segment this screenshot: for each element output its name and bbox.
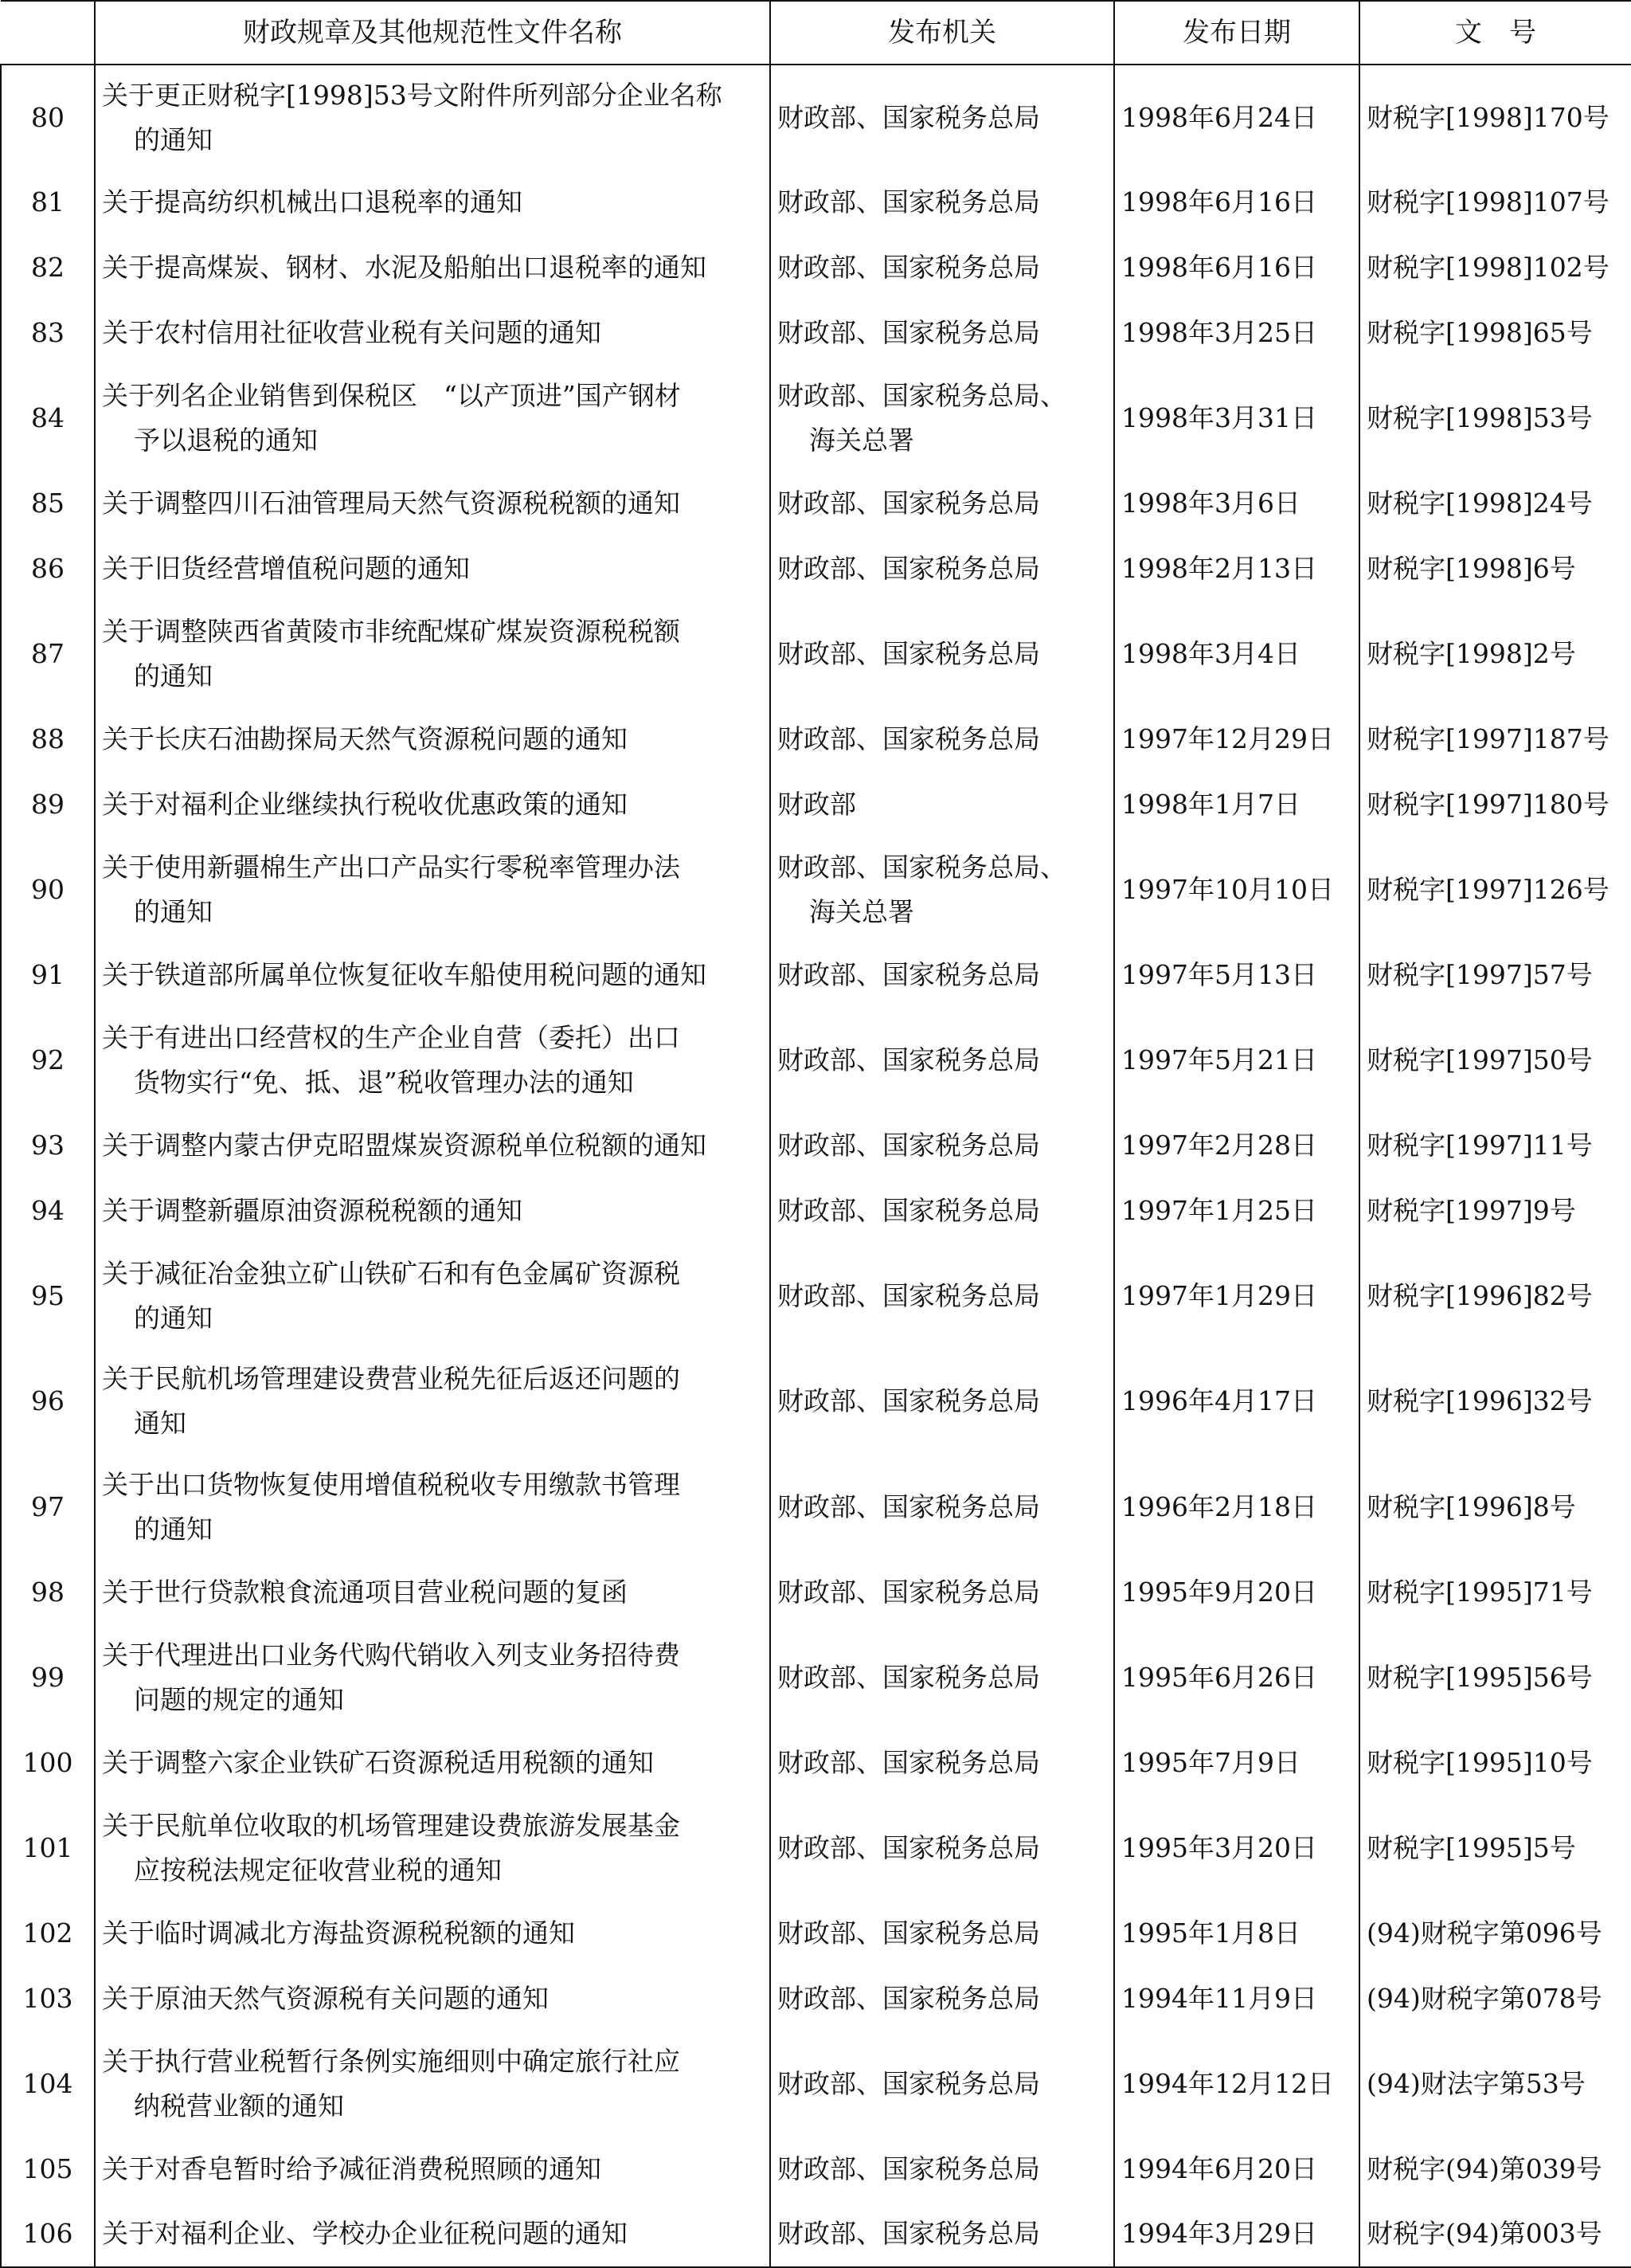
header-title: 财政规章及其他规范性文件名称 <box>95 1 770 65</box>
header-doc-number: 文 号 <box>1359 1 1631 65</box>
row-date: 1997年5月21日 <box>1114 1008 1359 1113</box>
row-number: 80 <box>1 65 95 170</box>
row-doc-number: 财税字[1998]2号 <box>1359 601 1631 707</box>
table-row <box>1 837 1631 942</box>
row-doc-number: (94)财税字第078号 <box>1359 1966 1631 2031</box>
title-line: 关于对香皂暂时给予减征消费税照顾的通知 <box>102 2152 601 2184</box>
title-line: 关于调整新疆原油资源税税额的通知 <box>102 1195 522 1227</box>
row-doc-number: 财税字[1997]57号 <box>1359 942 1631 1008</box>
row-date: 1995年1月8日 <box>1114 1901 1359 1966</box>
issuer-line: 财政部、国家税务总局 <box>777 1044 1040 1076</box>
title-line: 的通知 <box>134 1302 213 1334</box>
title-line: 予以退税的通知 <box>134 425 318 456</box>
row-issuer <box>770 942 1114 1008</box>
title-line: 关于民航机场管理建设费营业税先征后返还问题的 <box>102 1363 680 1395</box>
title-line: 关于列名企业销售到保税区 “以产顶进”国产钢材 <box>102 380 681 412</box>
title-line: 关于原油天然气资源税有关问题的通知 <box>102 1982 549 2014</box>
row-date: 1994年6月20日 <box>1114 2137 1359 2202</box>
issuer-line: 财政部、国家税务总局 <box>777 1385 1040 1417</box>
row-title <box>95 1455 770 1560</box>
row-issuer <box>770 1901 1114 1966</box>
row-date: 1995年6月26日 <box>1114 1625 1359 1730</box>
row-doc-number: 财税字[1998]53号 <box>1359 366 1631 471</box>
table-row <box>1 1730 1631 1796</box>
table-row <box>1 1008 1631 1113</box>
row-title <box>95 1901 770 1966</box>
row-number: 93 <box>1 1113 95 1178</box>
issuer-line: 财政部、国家税务总局 <box>777 488 1040 519</box>
table-row <box>1 2137 1631 2202</box>
title-line: 关于铁道部所属单位恢复征收车船使用税问题的通知 <box>102 959 706 991</box>
title-line: 关于民航单位收取的机场管理建设费旅游发展基金 <box>102 1809 680 1841</box>
row-issuer <box>770 1349 1114 1454</box>
row-date: 1997年1月29日 <box>1114 1244 1359 1349</box>
row-doc-number: 财税字[1998]6号 <box>1359 536 1631 601</box>
issuer-line: 财政部 <box>777 789 856 821</box>
title-line: 关于临时调减北方海盐资源税税额的通知 <box>102 1917 575 1949</box>
row-doc-number: 财税字[1998]102号 <box>1359 235 1631 300</box>
title-line: 通知 <box>134 1408 186 1440</box>
issuer-line: 财政部、国家税务总局 <box>777 1831 1040 1863</box>
row-number: 88 <box>1 707 95 772</box>
title-line: 纳税营业额的通知 <box>134 2090 344 2121</box>
row-number: 105 <box>1 2137 95 2202</box>
row-title <box>95 1730 770 1796</box>
title-line: 关于提高纺织机械出口退税率的通知 <box>102 186 522 218</box>
title-line: 关于出口货物恢复使用增值税税收专用缴款书管理 <box>102 1468 680 1500</box>
row-issuer <box>770 1178 1114 1244</box>
header-number <box>1 1 95 65</box>
table-row <box>1 536 1631 601</box>
row-date: 1998年2月13日 <box>1114 536 1359 601</box>
row-issuer <box>770 1113 1114 1178</box>
issuer-line: 海关总署 <box>809 425 914 456</box>
row-doc-number: 财税字[1996]32号 <box>1359 1349 1631 1454</box>
row-number: 106 <box>1 2202 95 2267</box>
title-line: 关于对福利企业继续执行税收优惠政策的通知 <box>102 789 628 821</box>
row-title <box>95 601 770 707</box>
row-doc-number: 财税字[1998]107号 <box>1359 170 1631 235</box>
title-line: 的通知 <box>134 123 213 155</box>
row-doc-number: 财税字[1998]65号 <box>1359 300 1631 366</box>
title-line: 关于长庆石油勘探局天然气资源税问题的通知 <box>102 723 628 755</box>
row-date: 1994年3月29日 <box>1114 2202 1359 2267</box>
row-issuer <box>770 1455 1114 1560</box>
table-row <box>1 2202 1631 2267</box>
row-doc-number: 财税字[1995]5号 <box>1359 1796 1631 1901</box>
row-issuer <box>770 536 1114 601</box>
row-doc-number: 财税字[1995]10号 <box>1359 1730 1631 1796</box>
row-title <box>95 1966 770 2031</box>
table-row <box>1 471 1631 536</box>
row-issuer <box>770 366 1114 471</box>
row-doc-number: 财税字[1997]126号 <box>1359 837 1631 942</box>
issuer-line: 财政部、国家税务总局、 <box>777 380 1066 412</box>
title-line: 关于调整陕西省黄陵市非统配煤矿煤炭资源税税额 <box>102 616 680 648</box>
title-line: 关于使用新疆棉生产出口产品实行零税率管理办法 <box>102 852 680 883</box>
row-number: 82 <box>1 235 95 300</box>
table-row <box>1 300 1631 366</box>
row-number: 99 <box>1 1625 95 1730</box>
row-date: 1997年1月25日 <box>1114 1178 1359 1244</box>
table-row <box>1 1455 1631 1560</box>
table-row <box>1 707 1631 772</box>
row-title <box>95 837 770 942</box>
row-doc-number: 财税字(94)第039号 <box>1359 2137 1631 2202</box>
row-issuer <box>770 65 1114 170</box>
row-date: 1995年7月9日 <box>1114 1730 1359 1796</box>
title-line: 关于对福利企业、学校办企业征税问题的通知 <box>102 2218 628 2250</box>
title-line: 的通知 <box>134 1513 213 1545</box>
issuer-line: 财政部、国家税务总局 <box>777 1746 1040 1778</box>
row-doc-number: 财税字(94)第003号 <box>1359 2202 1631 2267</box>
row-date: 1998年6月16日 <box>1114 235 1359 300</box>
row-number: 100 <box>1 1730 95 1796</box>
issuer-line: 财政部、国家税务总局 <box>777 723 1040 755</box>
row-title <box>95 942 770 1008</box>
row-number: 89 <box>1 772 95 837</box>
title-line: 关于调整六家企业铁矿石资源税适用税额的通知 <box>102 1746 654 1778</box>
title-line: 问题的规定的通知 <box>134 1683 344 1715</box>
row-date: 1997年5月13日 <box>1114 942 1359 1008</box>
row-number: 83 <box>1 300 95 366</box>
row-date: 1998年3月31日 <box>1114 366 1359 471</box>
title-line: 关于旧货经营增值税问题的通知 <box>102 553 470 585</box>
row-doc-number: 财税字[1998]170号 <box>1359 65 1631 170</box>
row-issuer <box>770 300 1114 366</box>
table-row <box>1 1796 1631 1901</box>
issuer-line: 海关总署 <box>809 896 914 928</box>
row-doc-number: (94)财法字第53号 <box>1359 2031 1631 2137</box>
table-header-row <box>1 1 1631 65</box>
row-issuer <box>770 772 1114 837</box>
row-number: 81 <box>1 170 95 235</box>
row-number: 85 <box>1 471 95 536</box>
row-date: 1997年2月28日 <box>1114 1113 1359 1178</box>
row-issuer <box>770 1966 1114 2031</box>
row-issuer <box>770 1244 1114 1349</box>
row-date: 1997年10月10日 <box>1114 837 1359 942</box>
row-date: 1996年2月18日 <box>1114 1455 1359 1560</box>
row-doc-number: 财税字[1997]50号 <box>1359 1008 1631 1113</box>
row-number: 95 <box>1 1244 95 1349</box>
row-date: 1994年12月12日 <box>1114 2031 1359 2137</box>
table-row <box>1 1625 1631 1730</box>
row-issuer <box>770 2031 1114 2137</box>
issuer-line: 财政部、国家税务总局 <box>777 638 1040 670</box>
row-title <box>95 300 770 366</box>
row-doc-number: 财税字[1996]8号 <box>1359 1455 1631 1560</box>
row-number: 103 <box>1 1966 95 2031</box>
row-doc-number: (94)财税字第096号 <box>1359 1901 1631 1966</box>
table-row <box>1 65 1631 170</box>
row-title <box>95 471 770 536</box>
table-row <box>1 772 1631 837</box>
row-title <box>95 1008 770 1113</box>
issuer-line: 财政部、国家税务总局 <box>777 2218 1040 2250</box>
issuer-line: 财政部、国家税务总局 <box>777 1490 1040 1522</box>
row-number: 98 <box>1 1560 95 1625</box>
issuer-line: 财政部、国家税务总局 <box>777 1982 1040 2014</box>
row-title <box>95 1625 770 1730</box>
title-line: 关于调整四川石油管理局天然气资源税税额的通知 <box>102 488 680 519</box>
row-doc-number: 财税字[1997]11号 <box>1359 1113 1631 1178</box>
title-line: 关于代理进出口业务代购代销收入列支业务招待费 <box>102 1639 680 1671</box>
row-date: 1994年11月9日 <box>1114 1966 1359 2031</box>
row-title <box>95 2137 770 2202</box>
row-date: 1998年1月7日 <box>1114 772 1359 837</box>
issuer-line: 财政部、国家税务总局 <box>777 959 1040 991</box>
row-title <box>95 536 770 601</box>
row-title <box>95 1560 770 1625</box>
title-line: 的通知 <box>134 896 213 928</box>
table-row <box>1 601 1631 707</box>
row-issuer <box>770 170 1114 235</box>
row-issuer <box>770 1796 1114 1901</box>
table-row <box>1 2031 1631 2137</box>
header-date: 发布日期 <box>1114 1 1359 65</box>
row-doc-number: 财税字[1995]56号 <box>1359 1625 1631 1730</box>
row-title <box>95 707 770 772</box>
row-number: 87 <box>1 601 95 707</box>
issuer-line: 财政部、国家税务总局 <box>777 1661 1040 1693</box>
row-number: 92 <box>1 1008 95 1113</box>
row-doc-number: 财税字[1997]187号 <box>1359 707 1631 772</box>
title-line: 的通知 <box>134 660 213 692</box>
row-issuer <box>770 601 1114 707</box>
row-number: 94 <box>1 1178 95 1244</box>
row-number: 90 <box>1 837 95 942</box>
title-line: 关于执行营业税暂行条例实施细则中确定旅行社应 <box>102 2045 680 2077</box>
table-row <box>1 1560 1631 1625</box>
row-issuer <box>770 1625 1114 1730</box>
row-title <box>95 366 770 471</box>
row-title <box>95 2202 770 2267</box>
row-issuer <box>770 1008 1114 1113</box>
row-title <box>95 772 770 837</box>
row-issuer <box>770 1730 1114 1796</box>
row-title <box>95 1244 770 1349</box>
issuer-line: 财政部、国家税务总局 <box>777 2067 1040 2099</box>
row-doc-number: 财税字[1996]82号 <box>1359 1244 1631 1349</box>
issuer-line: 财政部、国家税务总局 <box>777 553 1040 585</box>
row-title <box>95 235 770 300</box>
header-issuer: 发布机关 <box>770 1 1114 65</box>
issuer-line: 财政部、国家税务总局 <box>777 1130 1040 1161</box>
table-row <box>1 1244 1631 1349</box>
row-date: 1998年3月6日 <box>1114 471 1359 536</box>
row-doc-number: 财税字[1998]24号 <box>1359 471 1631 536</box>
issuer-line: 财政部、国家税务总局、 <box>777 852 1066 883</box>
row-issuer <box>770 1560 1114 1625</box>
row-issuer <box>770 707 1114 772</box>
row-issuer <box>770 235 1114 300</box>
row-doc-number: 财税字[1997]9号 <box>1359 1178 1631 1244</box>
issuer-line: 财政部、国家税务总局 <box>777 252 1040 284</box>
row-number: 97 <box>1 1455 95 1560</box>
row-date: 1998年6月16日 <box>1114 170 1359 235</box>
table-row <box>1 1966 1631 2031</box>
row-issuer <box>770 471 1114 536</box>
table-row <box>1 366 1631 471</box>
row-number: 86 <box>1 536 95 601</box>
title-line: 关于提高煤炭、钢材、水泥及船舶出口退税率的通知 <box>102 252 706 284</box>
row-issuer <box>770 837 1114 942</box>
title-line: 关于调整内蒙古伊克昭盟煤炭资源税单位税额的通知 <box>102 1130 706 1161</box>
row-title <box>95 2031 770 2137</box>
title-line: 货物实行“免、抵、退”税收管理办法的通知 <box>134 1067 634 1099</box>
issuer-line: 财政部、国家税务总局 <box>777 1576 1040 1608</box>
row-number: 101 <box>1 1796 95 1901</box>
table-row <box>1 942 1631 1008</box>
table-row <box>1 235 1631 300</box>
row-number: 96 <box>1 1349 95 1454</box>
row-doc-number: 财税字[1995]71号 <box>1359 1560 1631 1625</box>
table-row <box>1 170 1631 235</box>
issuer-line: 财政部、国家税务总局 <box>777 1195 1040 1227</box>
title-line: 应按税法规定征收营业税的通知 <box>134 1854 502 1886</box>
row-doc-number: 财税字[1997]180号 <box>1359 772 1631 837</box>
row-date: 1995年3月20日 <box>1114 1796 1359 1901</box>
issuer-line: 财政部、国家税务总局 <box>777 1280 1040 1312</box>
row-number: 104 <box>1 2031 95 2137</box>
row-date: 1998年3月25日 <box>1114 300 1359 366</box>
row-issuer <box>770 2202 1114 2267</box>
issuer-line: 财政部、国家税务总局 <box>777 1917 1040 1949</box>
row-title <box>95 1349 770 1454</box>
row-title <box>95 1113 770 1178</box>
table-row <box>1 1178 1631 1244</box>
row-title <box>95 170 770 235</box>
row-date: 1998年3月4日 <box>1114 601 1359 707</box>
issuer-line: 财政部、国家税务总局 <box>777 2152 1040 2184</box>
row-issuer <box>770 2137 1114 2202</box>
table-row <box>1 1349 1631 1454</box>
row-title <box>95 65 770 170</box>
issuer-line: 财政部、国家税务总局 <box>777 317 1040 349</box>
issuer-line: 财政部、国家税务总局 <box>777 101 1040 133</box>
title-line: 关于减征冶金独立矿山铁矿石和有色金属矿资源税 <box>102 1258 680 1290</box>
table-row <box>1 1901 1631 1966</box>
row-date: 1998年6月24日 <box>1114 65 1359 170</box>
row-date: 1997年12月29日 <box>1114 707 1359 772</box>
row-number: 91 <box>1 942 95 1008</box>
title-line: 关于世行贷款粮食流通项目营业税问题的复函 <box>102 1576 628 1608</box>
row-title <box>95 1178 770 1244</box>
row-number: 84 <box>1 366 95 471</box>
issuer-line: 财政部、国家税务总局 <box>777 186 1040 218</box>
row-date: 1995年9月20日 <box>1114 1560 1359 1625</box>
row-number: 102 <box>1 1901 95 1966</box>
title-line: 关于更正财税字[1998]53号文附件所列部分企业名称 <box>102 79 722 111</box>
table-row <box>1 1113 1631 1178</box>
title-line: 关于农村信用社征收营业税有关问题的通知 <box>102 317 601 349</box>
title-line: 关于有进出口经营权的生产企业自营（委托）出口 <box>102 1022 680 1054</box>
row-title <box>95 1796 770 1901</box>
row-date: 1996年4月17日 <box>1114 1349 1359 1454</box>
